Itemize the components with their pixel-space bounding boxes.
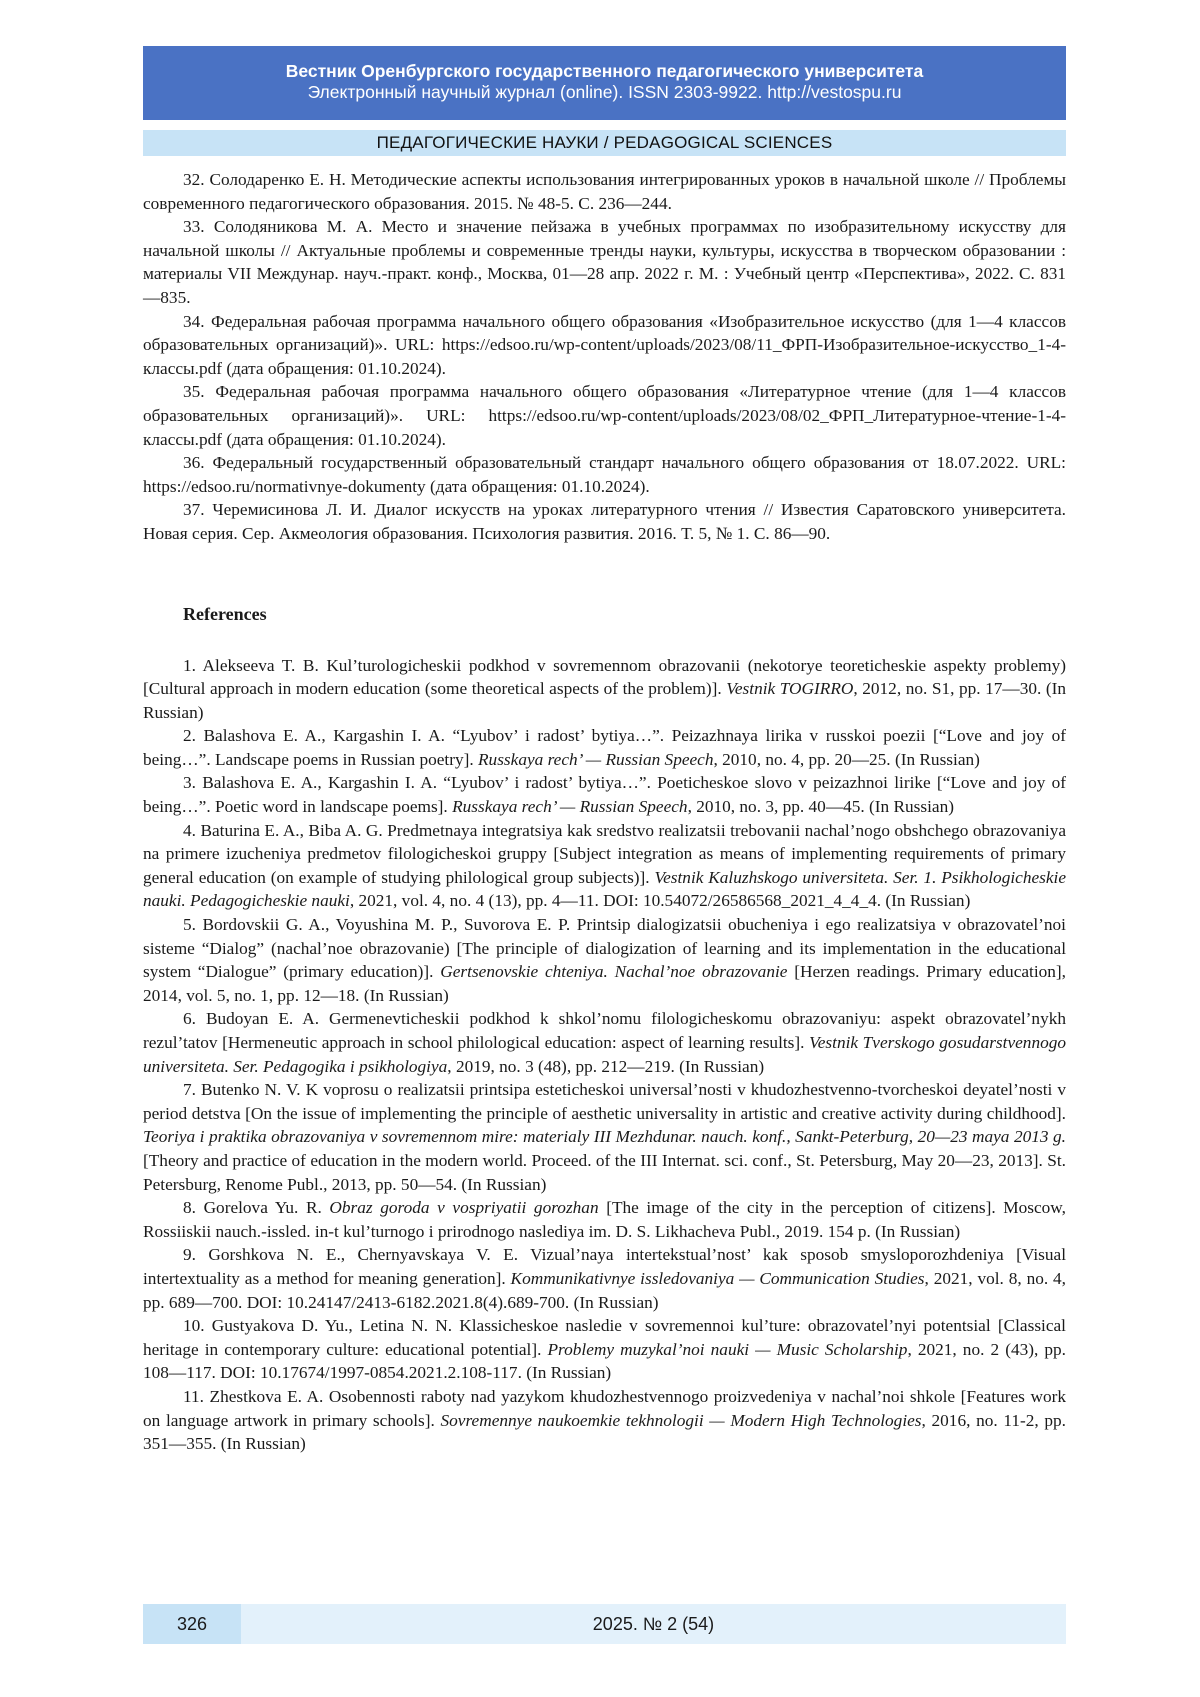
page-number: 326 bbox=[143, 1604, 241, 1644]
reference-entry bbox=[143, 168, 1066, 215]
reference-source-italic: Gertsenovskie chteniya. Nachal’noe obrazovanie bbox=[440, 962, 788, 982]
reference-entry bbox=[143, 380, 1066, 451]
reference-source-italic: Teoriya i praktika obrazovaniya v sovremennom mire: materialy III Mezhdunar. nauch. konf., Sankt-Peterburg, 20—23 maya 2013 g. bbox=[143, 1127, 1066, 1147]
literature-list bbox=[143, 168, 1066, 546]
reference-text: 5. Bordovskii G. A., Voyushina M. P., Suvorova E. P. Printsip dialogizatsii obucheniya i ego realizatsiya v obrazovatel’noi sisteme “Dialog” (nachal’noe obrazovanie) [The principle of dialogization of learning and its implementation in the educational system “Dialogue” (primary education)]. bbox=[143, 915, 1066, 982]
issue-label: 2025. № 2 (54) bbox=[592, 1614, 715, 1634]
reference-text: 33. Солодяникова М. А. Место и значение пейзажа в учебных программах по изобразительному искусству для начальной школы // Актуальные проблемы и современные тренды науки, культуры, искусства в творческом образовании : материалы VII Междунар. науч.-практ. конф., Москва, 01—28 апр. 2022 г. М. : Учебный центр «Перспектива», 2022. С. 831—835. bbox=[143, 217, 1066, 307]
section-title: ПЕДАГОГИЧЕСКИЕ НАУКИ / PEDAGOGICAL SCIENCES bbox=[143, 130, 1066, 156]
reference-text: 11. Zhestkova E. A. Osobennosti raboty nad yazykom khudozhestvennogo proizvedeniya v nachal’noi shkole [Features work on language artwork in primary schools]. bbox=[143, 1386, 1066, 1430]
reference-entry bbox=[143, 1007, 1066, 1078]
reference-entry bbox=[143, 654, 1066, 725]
journal-subtitle: Электронный научный журнал (online). ISSN 2303-9922. http://vestospu.ru bbox=[307, 82, 902, 102]
reference-entry bbox=[143, 1385, 1066, 1456]
reference-source-italic: Russkaya rech’ — Russian Speech bbox=[478, 749, 714, 769]
reference-text: [The image of the city in the perception of citizens]. Moscow, Rossiiskii nauch.-issled. in-t kul’turnogo i prirodnogo naslediya im. D. S. Likhacheva Publ., 2019. 154 p. (In Russian) bbox=[143, 1198, 1066, 1241]
reference-text: , 2016, no. 11-2, pp. 351—355. (In Russian) bbox=[143, 1410, 1066, 1454]
reference-text: 32. Солодаренко Е. Н. Методические аспекты использования интегрированных уроков в начальной школе // Проблемы современного педагогического образования. 2015. № 48-5. С. 236—244. bbox=[143, 170, 1066, 213]
reference-text: 4. Baturina E. A., Biba A. G. Predmetnaya integratsiya kak sredstvo realizatsii trebovanii nachal’nogo obshchego obrazovaniya na primere izucheniya predmetov filologicheskoi gruppy [Subject integration as means of implementing requirements of primary general education (on example of studying philological group subjects)]. bbox=[143, 820, 1066, 887]
reference-entry bbox=[143, 451, 1066, 498]
reference-text: 6. Budoyan E. A. Germenevticheskii podkhod k shkol’nomu filologicheskomu obrazovaniyu: aspekt obrazovatel’nykh rezul’tatov [Hermeneutic approach in school philological education: aspect of learning results]. bbox=[143, 1009, 1066, 1052]
reference-source-italic: Kommunikativnye issledovaniya — Communication Studies bbox=[510, 1268, 925, 1288]
reference-text: [Herzen readings. Primary education], 2014, vol. 5, no. 1, pp. 12—18. (In Russian) bbox=[143, 962, 1066, 1005]
reference-text: , 2021, vol. 8, no. 4, pp. 689—700. DOI: 10.24147/2413-6182.2021.8(4).689-700. (In Russian) bbox=[143, 1268, 1066, 1312]
references-list bbox=[143, 654, 1066, 1456]
journal-title: Вестник Оренбургского государственного педагогического университета bbox=[285, 61, 924, 81]
reference-text: 34. Федеральная рабочая программа начального общего образования «Изобразительное искусство (для 1—4 классов образовательных организаций)». URL: https://edsoo.ru/wp-content/uploads/2023/08/11_ФРП-Изобразительное-искусство_1-4-классы.pdf (дата обращения: 01.10.2024). bbox=[143, 311, 1066, 378]
reference-source-italic: Vestnik TOGIRRO bbox=[726, 679, 854, 699]
reference-text: , 2010, no. 4, pp. 20—25. (In Russian) bbox=[713, 749, 980, 769]
reference-entry bbox=[143, 771, 1066, 818]
reference-entry bbox=[143, 1078, 1066, 1196]
reference-text: 35. Федеральная рабочая программа начального общего образования «Литературное чтение (для 1—4 классов образовательных организаций)». URL: https://edsoo.ru/wp-content/uploads/2023/08/02_ФРП_Литературное-чтение-1-4-классы.pdf (дата обращения: 01.10.2024). bbox=[143, 382, 1066, 449]
reference-entry bbox=[143, 913, 1066, 1007]
reference-text: 10. Gustyakova D. Yu., Letina N. N. Klassicheskoe nasledie v sovremennoi kul’ture: obrazovatel’nyi potentsial [Classical heritage in contemporary culture: educational potential]. bbox=[143, 1316, 1066, 1359]
reference-text: , 2012, no. S1, pp. 17—30. (In Russian) bbox=[143, 679, 1067, 722]
reference-text: , 2010, no. 3, pp. 40—45. (In Russian) bbox=[687, 797, 954, 817]
reference-text: 1. Alekseeva T. B. Kul’turologicheskii podkhod v sovremennom obrazovanii (nekotorye teoreticheskie aspekty problemy) [Cultural approach in modern education (some theoretical aspects of the problem)]. bbox=[143, 655, 1066, 699]
reference-entry bbox=[143, 498, 1066, 545]
reference-source-italic: Sovremennye naukoemkie tekhnologii — Modern High Technologies bbox=[440, 1410, 922, 1430]
reference-text: , 2019, no. 3 (48), pp. 212—219. (In Russian) bbox=[447, 1056, 765, 1076]
page-footer bbox=[143, 1604, 1066, 1644]
journal-header bbox=[143, 46, 1066, 120]
reference-text: 36. Федеральный государственный образовательный стандарт начального общего образования от 18.07.2022. URL: https://edsoo.ru/normativnye-dokumenty (дата обращения: 01.10.2024). bbox=[143, 453, 1066, 496]
reference-source-italic: Vestnik Tverskogo gosudarstvennogo universiteta. Ser. Pedagogika i psikhologiya bbox=[143, 1033, 1067, 1076]
reference-entry bbox=[143, 724, 1066, 771]
reference-text: 3. Balashova E. A., Kargashin I. A. “Lyubov’ i radost’ bytiya…”. Poeticheskoe slovo v peizazhnoi lirike [“Love and joy of being…”. Poetic word in landscape poems]. bbox=[143, 773, 1066, 817]
reference-entry bbox=[143, 1314, 1066, 1385]
reference-text: 2. Balashova E. A., Kargashin I. A. “Lyubov’ i radost’ bytiya…”. Peizazhnaya lirika v russkoi poezii [“Love and joy of being…”. Landscape poems in Russian poetry]. bbox=[143, 726, 1066, 769]
reference-text: 37. Черемисинова Л. И. Диалог искусств на уроках литературного чтения // Известия Саратовского университета. Новая серия. Сер. Акмеология образования. Психология развития. 2016. Т. 5, № 1. С. 86—90. bbox=[143, 500, 1066, 543]
reference-entry bbox=[143, 1196, 1066, 1243]
reference-text: , 2021, no. 2 (43), pp. 108—117. DOI: 10.17674/1997-0854.2021.2.108-117. (In Russian) bbox=[143, 1339, 1066, 1383]
reference-entry bbox=[143, 819, 1066, 913]
reference-source-italic: Obraz goroda v vospriyatii gorozhan bbox=[329, 1198, 599, 1218]
reference-entry bbox=[143, 310, 1066, 381]
reference-text: [Theory and practice of education in the modern world. Proceed. of the III Internat. sci. conf., St. Petersburg, May 20—23, 2013]. St. Petersburg, Renome Publ., 2013, pp. 50—54. (In Russian) bbox=[143, 1150, 1066, 1194]
reference-text: , 2021, vol. 4, no. 4 (13), pp. 4—11. DOI: 10.54072/26586568_2021_4_4_4. (In Russian) bbox=[349, 891, 971, 911]
references-heading: References bbox=[183, 603, 267, 624]
article-body bbox=[143, 168, 1066, 1456]
reference-source-italic: Problemy muzykal’noi nauki — Music Scholarship bbox=[547, 1339, 908, 1359]
reference-text: 7. Butenko N. V. K voprosu o realizatsii printsipa esteticheskoi universal’nosti v khudozhestvenno-tvorcheskoi deyatel’nosti v period detstva [On the issue of implementing the principle of aesthetic universality in artistic and creative activity during childhood]. bbox=[143, 1080, 1066, 1123]
reference-entry bbox=[143, 215, 1066, 309]
reference-source-italic: Vestnik Kaluzhskogo universiteta. Ser. 1. Psikhologicheskie nauki. Pedagogicheskie nauki bbox=[143, 867, 1066, 911]
reference-text: 8. Gorelova Yu. R. bbox=[183, 1198, 330, 1218]
reference-text: 9. Gorshkova N. E., Chernyavskaya V. E. Vizual’naya intertekstual’nost’ kak sposob smysloporozhdeniya [Visual intertextuality as a method for meaning generation]. bbox=[143, 1245, 1066, 1288]
reference-entry bbox=[143, 1243, 1066, 1314]
reference-source-italic: Russkaya rech’ — Russian Speech bbox=[452, 797, 688, 817]
